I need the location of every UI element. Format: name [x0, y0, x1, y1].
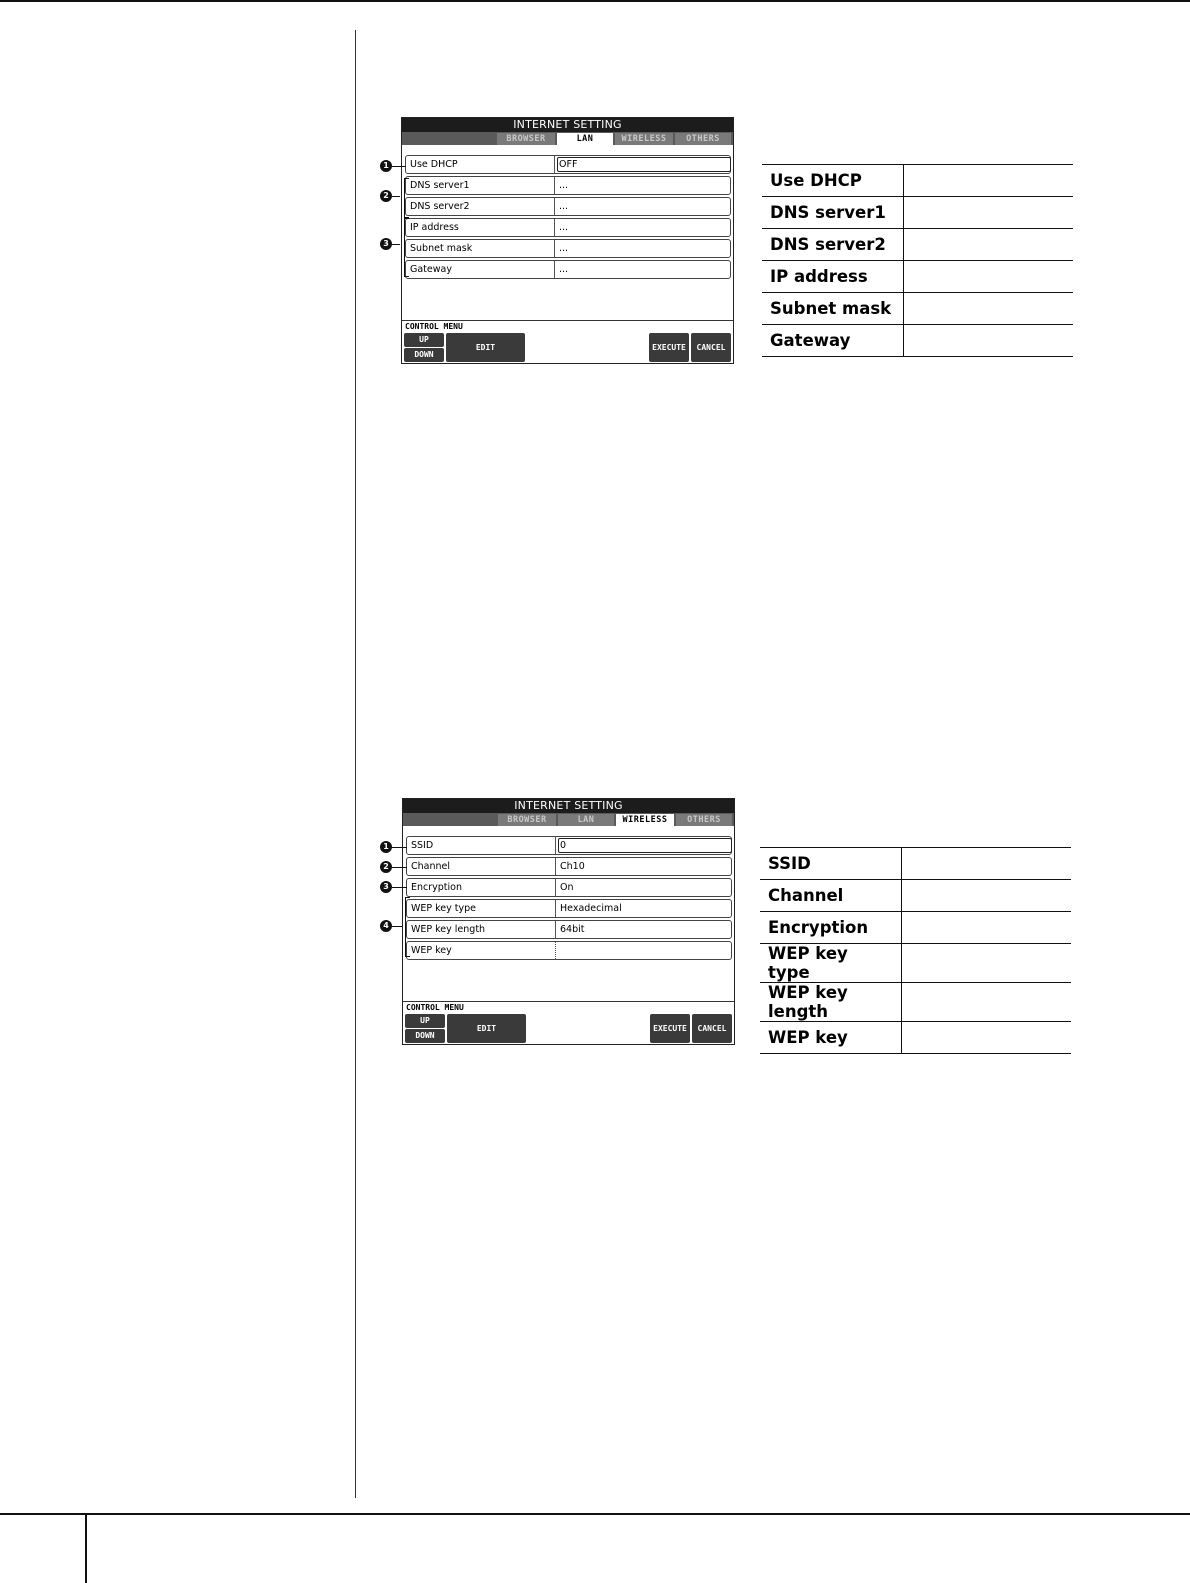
row-value: Hexadecimal — [560, 903, 622, 914]
setting-name: DNS server1 — [762, 197, 903, 229]
tab-others[interactable]: OTHERS — [676, 814, 732, 826]
control-menu-label: CONTROL MENU — [405, 322, 463, 331]
wireless-settings-table — [760, 847, 1071, 1054]
lan-screen — [401, 117, 734, 364]
row-label: Encryption — [411, 882, 463, 893]
callout-2: 2 — [380, 190, 392, 202]
tab-lan[interactable]: LAN — [558, 814, 614, 826]
row-label: Channel — [411, 861, 451, 872]
table-row — [760, 880, 1071, 912]
table-row — [760, 944, 1071, 983]
lan-settings-table — [762, 164, 1073, 357]
row-ip-address[interactable] — [405, 218, 731, 237]
row-value: ... — [559, 243, 569, 254]
row-use-dhcp[interactable] — [405, 155, 731, 174]
row-wep-key-type[interactable] — [406, 899, 732, 918]
setting-description — [903, 165, 1073, 197]
table-row — [762, 293, 1073, 325]
row-value: 0 — [560, 840, 567, 851]
setting-name: WEP key length — [760, 983, 901, 1022]
edit-button[interactable]: EDIT — [446, 333, 525, 362]
row-separator — [554, 219, 555, 236]
screen-title: INTERNET SETTING — [403, 799, 734, 813]
row-label: Use DHCP — [410, 159, 458, 170]
tab-lan[interactable]: LAN — [557, 133, 613, 145]
table-row — [762, 325, 1073, 357]
row-value: 64bit — [560, 924, 585, 935]
row-separator — [555, 900, 556, 917]
setting-description — [901, 1022, 1071, 1054]
setting-description — [901, 880, 1071, 912]
row-value: Ch10 — [560, 861, 585, 872]
tab-browser[interactable]: BROWSER — [498, 814, 556, 826]
footer-rule — [0, 1513, 1190, 1515]
setting-name: DNS server2 — [762, 229, 903, 261]
up-button[interactable]: UP — [405, 1014, 445, 1028]
row-separator — [555, 879, 556, 896]
callout-leader — [392, 166, 406, 167]
row-wep-key-length[interactable] — [406, 920, 732, 939]
row-value: ... — [559, 222, 569, 233]
setting-description — [901, 848, 1071, 880]
callout-bracket — [404, 218, 409, 277]
row-label: SSID — [411, 840, 434, 851]
setting-description — [903, 197, 1073, 229]
table-row — [760, 912, 1071, 944]
margin-rule — [355, 30, 356, 1498]
setting-name: Channel — [760, 880, 901, 912]
row-value: ... — [559, 180, 569, 191]
callout-3: 3 — [380, 881, 392, 893]
setting-name: Use DHCP — [762, 165, 903, 197]
row-value: ... — [559, 201, 569, 212]
setting-name: IP address — [762, 261, 903, 293]
setting-description — [901, 983, 1071, 1022]
row-encryption[interactable] — [406, 878, 732, 897]
tab-browser[interactable]: BROWSER — [497, 133, 555, 145]
setting-name: WEP key type — [760, 944, 901, 983]
callout-bracket — [404, 178, 409, 218]
cancel-button[interactable]: CANCEL — [691, 333, 731, 362]
row-dns-server1[interactable] — [405, 176, 731, 195]
callout-leader — [392, 887, 407, 888]
control-menu-divider — [403, 1001, 734, 1002]
row-separator — [555, 942, 557, 959]
row-label: Gateway — [410, 264, 452, 275]
setting-name: SSID — [760, 848, 901, 880]
setting-name: Subnet mask — [762, 293, 903, 325]
tab-others[interactable]: OTHERS — [675, 133, 731, 145]
execute-button[interactable]: EXECUTE — [650, 1014, 690, 1043]
row-separator — [555, 858, 556, 875]
table-row — [760, 1022, 1071, 1054]
control-menu-label: CONTROL MENU — [406, 1003, 464, 1012]
callout-leader — [392, 867, 407, 868]
callout-3: 3 — [380, 238, 392, 250]
setting-name: Gateway — [762, 325, 903, 357]
tab-bar — [402, 132, 733, 145]
setting-description — [903, 325, 1073, 357]
setting-description — [903, 229, 1073, 261]
row-channel[interactable] — [406, 857, 732, 876]
callout-4: 4 — [380, 920, 392, 932]
up-button[interactable]: UP — [404, 333, 444, 347]
table-row — [760, 848, 1071, 880]
settings-list — [405, 155, 731, 281]
row-ssid[interactable] — [406, 836, 732, 855]
row-subnet-mask[interactable] — [405, 239, 731, 258]
callout-bracket — [405, 897, 410, 957]
tab-bar — [403, 813, 734, 826]
row-label: Subnet mask — [410, 243, 473, 254]
row-dns-server2[interactable] — [405, 197, 731, 216]
footer-divider — [85, 1515, 87, 1583]
table-row — [760, 983, 1071, 1022]
table-row — [762, 261, 1073, 293]
callout-1: 1 — [380, 841, 392, 853]
page-top-rule — [0, 0, 1190, 2]
row-label: DNS server1 — [410, 180, 470, 191]
row-value: OFF — [559, 159, 578, 170]
selection-box — [557, 157, 731, 172]
row-separator — [554, 261, 555, 278]
row-label: WEP key — [411, 945, 452, 956]
screen-title: INTERNET SETTING — [402, 118, 733, 132]
row-gateway[interactable] — [405, 260, 731, 279]
row-separator — [555, 921, 556, 938]
row-separator — [554, 177, 555, 194]
row-value: On — [560, 882, 574, 893]
row-label: WEP key type — [411, 903, 477, 914]
tab-wireless[interactable]: WIRELESS — [615, 133, 673, 145]
row-separator — [554, 198, 555, 215]
table-row — [762, 229, 1073, 261]
row-label: IP address — [410, 222, 459, 233]
setting-description — [901, 944, 1071, 983]
table-row — [762, 165, 1073, 197]
down-button[interactable]: DOWN — [405, 1029, 445, 1043]
setting-description — [901, 912, 1071, 944]
callout-leader — [392, 196, 400, 197]
down-button[interactable]: DOWN — [404, 348, 444, 362]
callout-leader — [392, 926, 402, 927]
edit-button[interactable]: EDIT — [447, 1014, 526, 1043]
row-separator — [555, 837, 556, 854]
setting-name: WEP key — [760, 1022, 901, 1054]
row-separator — [554, 156, 555, 173]
callout-2: 2 — [380, 861, 392, 873]
wireless-screen — [402, 798, 735, 1045]
control-menu-divider — [402, 320, 733, 321]
row-label: WEP key length — [411, 924, 486, 935]
row-separator — [554, 240, 555, 257]
callout-leader — [392, 244, 400, 245]
row-value: ... — [559, 264, 569, 275]
selection-box — [558, 838, 732, 853]
row-wep-key[interactable] — [406, 941, 732, 960]
execute-button[interactable]: EXECUTE — [649, 333, 689, 362]
row-label: DNS server2 — [410, 201, 470, 212]
tab-wireless[interactable]: WIRELESS — [616, 814, 674, 826]
callout-1: 1 — [380, 160, 392, 172]
setting-name: Encryption — [760, 912, 901, 944]
settings-list — [406, 836, 732, 962]
cancel-button[interactable]: CANCEL — [692, 1014, 732, 1043]
setting-description — [903, 293, 1073, 325]
table-row — [762, 197, 1073, 229]
setting-description — [903, 261, 1073, 293]
callout-leader — [392, 847, 407, 848]
